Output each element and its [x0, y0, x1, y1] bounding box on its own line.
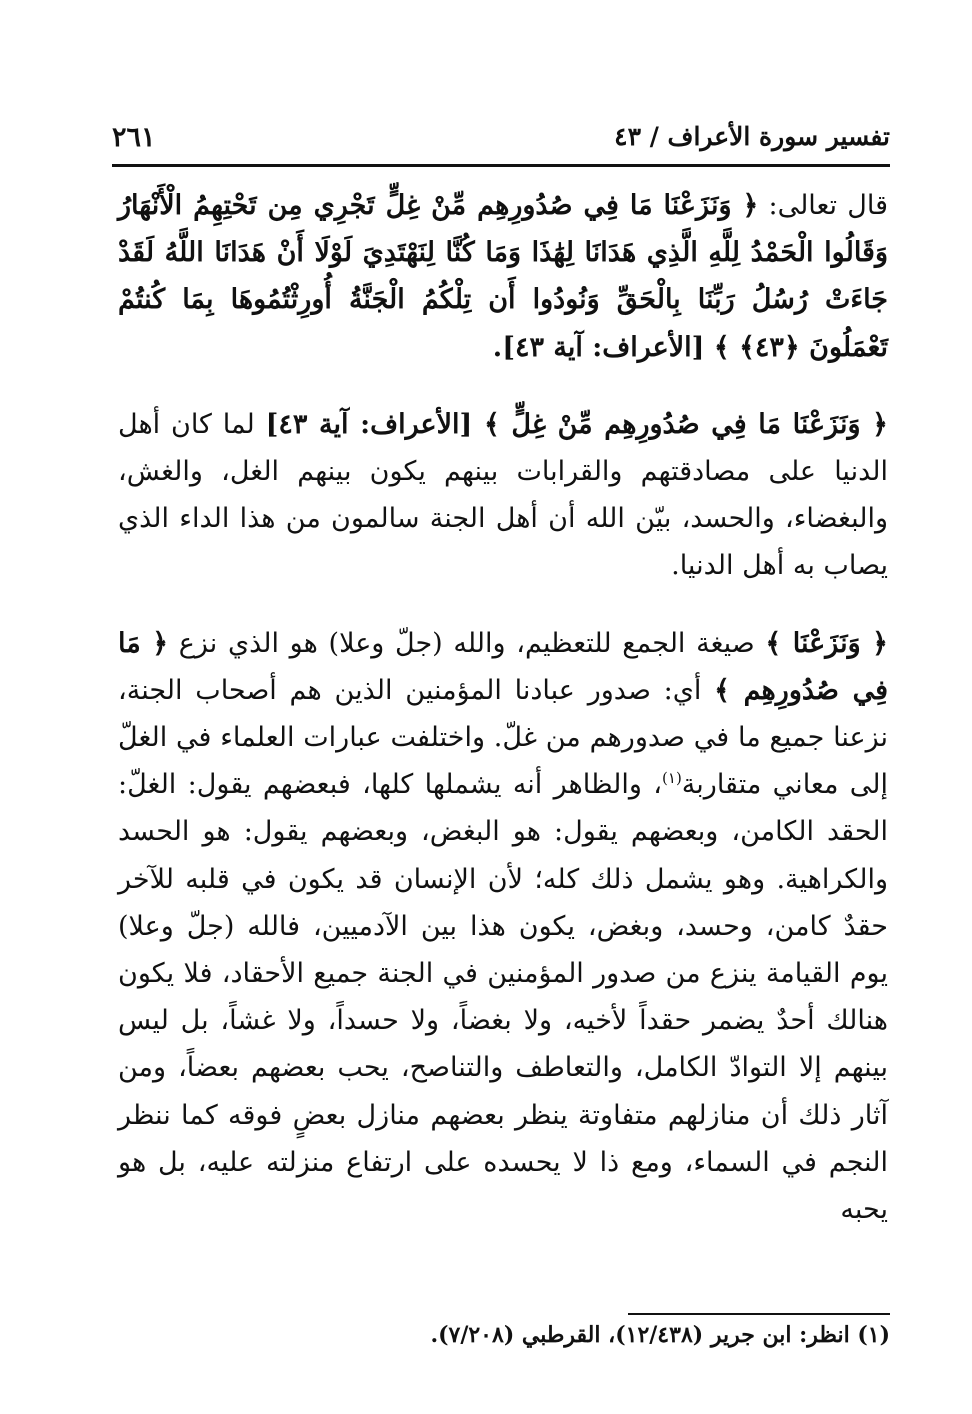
main-text: [118, 182, 888, 1233]
footnote-rule: [628, 1313, 890, 1315]
quran-quote: ﴿ وَنَزَعْنَا مَا فِي صُدُورِهِم مِّنْ غِلٍّ ﴾: [483, 408, 888, 440]
page-number: ٢٦١: [112, 122, 156, 153]
running-header: [112, 118, 890, 168]
paragraph-commentary-2: [118, 620, 888, 1234]
header-rule: [112, 164, 890, 167]
commentary-text: أي: صدور عبادنا المؤمنين الذين هم أصحاب الجنة، نزعنا جميع ما في صدورهم من غلّ. واختلفت عبارات العلماء في الغلّ إلى معاني متقاربة: [118, 674, 888, 801]
verse-reference: [الأعراف: آية ٤٣].: [492, 331, 714, 363]
footnote-marker[interactable]: (١): [662, 769, 682, 788]
commentary-text: ، والظاهر أنه يشملها كلها، فبعضهم يقول: الغلّ: الحقد الكامن، وبعضهم يقول: هو البغض، وبعضهم يقول: هو الحسد والكراهية. وهو يشمل ذلك كله؛ لأن الإنسان قد يكون في قلبه للآخر حقدٌ كامن، وحسد، وبغض، يكون هذا بين الآدميين، فالله (جلّ وعلا) يوم القيامة ينزع من صدور المؤمنين في الجنة جميع الأحقاد، فلا يكون هنالك أحدٌ يضمر حقداً لأخيه، ولا بغضاً، ولا حسداً، ولا غشاً، بل ليس بينهم إلا التوادّ الكامل، والتعاطف والتناصح، يحب بعضهم بعضاً، ومن آثار ذلك أن منازلهم متفاوتة ينظر بعضهم منازل بعضٍ فوقه كما ننظر النجم في السماء، ومع ذا لا يحسده على ارتفاع منزلته عليه، بل هو يحبه: [118, 769, 888, 1226]
verse-reference: [الأعراف: آية ٤٣]: [265, 408, 484, 440]
footnote: (١) انظر: ابن جرير (١٢/٤٣٨)، القرطبي (٧/٢٠٨).: [430, 1322, 890, 1348]
quran-quote: ﴿ مَا فِي صُدُورِهِم ﴾: [118, 627, 888, 706]
header-title: تفسير سورة الأعراف / ٤٣: [614, 122, 890, 151]
commentary-text: لما كان أهل الدنيا على مصادقتهم والقرابات بينهم يكون بينهم الغل، والغش، والبغضاء، والحسد، بيّن الله أن أهل الجنة سالمون من هذا الداء الذي يصاب به أهل الدنيا.: [118, 408, 888, 582]
paragraph-commentary-1: [118, 401, 888, 590]
commentary-text: صيغة الجمع للتعظيم، والله (جلّ وعلا) هو الذي نزع: [168, 627, 766, 659]
quran-quote: ﴿ وَنَزَعْنَا ﴾: [765, 627, 888, 659]
verse-intro: قال تعالى:: [758, 190, 888, 221]
quran-verse: ﴿ وَنَزَعْنَا مَا فِي صُدُورِهِم مِّنْ غِلٍّ تَجْرِي مِن تَحْتِهِمُ الْأَنْهَارُ وَقَالُوا الْحَمْدُ لِلَّهِ الَّذِي هَدَانَا لِهَٰذَا وَمَا كُنَّا لِنَهْتَدِيَ لَوْلَا أَنْ هَدَانَا اللَّهُ لَقَدْ جَاءَتْ رُسُلُ رَبِّنَا بِالْحَقِّ وَنُودُوا أَن تِلْكُمُ الْجَنَّةُ أُورِثْتُمُوهَا بِمَا كُنتُمْ تَعْمَلُونَ ﴿٤٣﴾ ﴾: [118, 190, 888, 363]
paragraph-verse: [118, 182, 888, 371]
